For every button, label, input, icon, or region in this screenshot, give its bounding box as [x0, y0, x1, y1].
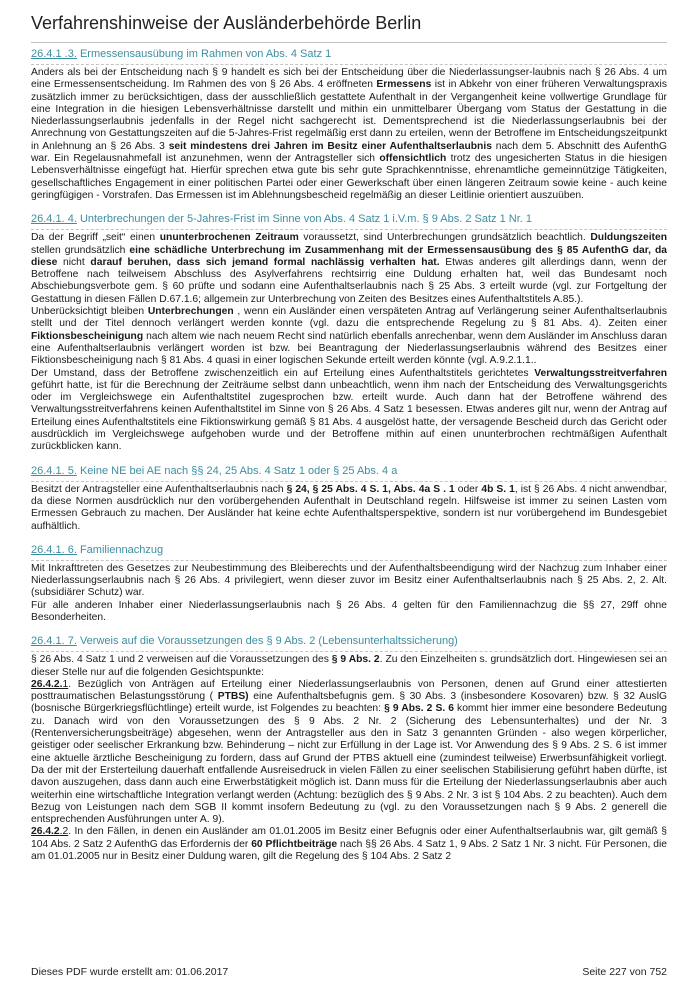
- section-title: Keine NE bei AE nach §§ 24, 25 Abs. 4 Satz 1 oder § 25 Abs. 4 a: [79, 464, 398, 477]
- text-run: stellen grundsätzlich: [31, 244, 130, 256]
- text-run: oder: [454, 483, 482, 495]
- text-run: Für alle anderen Inhaber einer Niederlassungserlaubnis nach § 26 Abs. 4 gelten für den Familiennachzug die §§ 27, 29ff ohne Besonderheiten.: [31, 599, 667, 623]
- page-footer: [31, 965, 667, 979]
- emphasis-text: ununterbrochenen Zeitraum: [159, 232, 299, 244]
- emphasis-text: PTBS): [217, 691, 249, 703]
- section-divider: [31, 560, 667, 561]
- sections-container: [31, 47, 667, 863]
- section-number: 26.4.1. 6.: [31, 543, 77, 556]
- text-run: nach altem wie nach neuem Recht sind natürlich ebenfalls anrechenbar, wenn dem Ausländer im Anschluss daran eine Aufenthaltserlaubnis verlängert worden ist bzw. bei Beantragung der Niederlassungserlaubnis während des Besitzes einer Fiktionsbescheinigung nach § 81 Abs. 4 quasi in einer logischen Sekunde erteilt werden könnte (vgl. A.9.2.1.1..: [31, 330, 667, 367]
- paragraph: [31, 306, 667, 367]
- text-run: Der Umstand, dass der Betroffene zwischenzeitlich ein auf Erteilung eines Aufenthaltstitels gerichtetes: [31, 367, 535, 379]
- text-run: Unberücksichtigt bleiben: [31, 306, 148, 318]
- text-run: Mit Inkrafttreten des Gesetzes zur Neubestimmung des Bleiberechts und der Aufenthaltsbeendigung wird der Nachzug zum Inhaber einer Niederlassungserlaubnis nach § 26 Abs. 4 privilegiert, wenn dieser zuvor im Besitz einer Aufenthaltserlaubnis nach § 25 Abs. 2, 2. Alt. (subsidiärer Schutz) war.: [31, 562, 667, 599]
- section-title: Ermessensausübung im Rahmen von Abs. 4 Satz 1: [79, 48, 332, 60]
- emphasis-text: 26.4.2: [31, 826, 60, 838]
- title-divider: [31, 42, 667, 43]
- section-number: 26.4.1. 7.: [31, 635, 77, 648]
- emphasis-text: 26.4.2.: [31, 678, 63, 690]
- emphasis-text: Unterbrechungen: [147, 306, 234, 318]
- paragraph: [31, 67, 667, 202]
- section-title: Familiennachzug: [79, 543, 164, 556]
- emphasis-text: § 9 Abs. 2 S. 6: [384, 703, 454, 715]
- paragraph: [31, 600, 667, 625]
- section-body: [31, 484, 667, 533]
- text-run: nicht: [57, 256, 91, 268]
- section-title: Unterbrechungen der 5-Jahres-Frist im Sinne von Abs. 4 Satz 1 i.V.m. § 9 Abs. 2 Satz 1 Nr. 1: [79, 213, 532, 226]
- section-number: 26.4.1 .3.: [31, 48, 77, 60]
- section-heading: [31, 634, 667, 648]
- text-run: Etwas anderes gilt allerdings dann, wenn der Betroffene nach teilweisem Abschluss des Asylverfahrens rechtsirrig eine Duldung erhalten hat, weil das Bundesamt noch Abschiebungsverbote gem. § 60 prüfte und sodann eine Aufenthaltserlaubnis nach § 25 Abs. 3 erteilt wurde (vgl. zur Fortgeltung der Gestattung in diesen Fällen D.67.1.6; allgemein zur Unterbrechung von Zeiten des Besitzes eines Aufenthaltstitels A.85.).: [31, 256, 667, 305]
- text-run: , ist § 26 Abs. 4 nicht anwendbar, da diese Normen ausdrücklich nur den vorübergehenden Aufenthalt in Deutschland regeln. Hilfsweise ist immer zu seinen Lasten vom Ermessen Gebrauch zu machen. Der Ausländer hat keine echte Aufenthaltsperspektive, sondern ist nur vorübergehend im Bundesgebiet aufhältlich.: [31, 483, 667, 532]
- section-heading: [31, 543, 667, 557]
- text-run: trotz des ungesicherten Status in die hiesigen Lebensverhältnisse eingefügt hat. Hierfür sprechen etwa gute bis sehr gute Sprachkenntnisse, ehrenamtliche gemeinnützige Tätigkeiten, gesellschaftliches Engagement in einer politischen Partei oder einer Gewerkschaft über einen längeren Zeitraum sowie keine - auch keine geringfügigen - Vorstrafen. Das Ermessen ist im Ablehnungsbescheid regelmäßig an dieser Leitlinie orientiert auszuüben.: [31, 153, 667, 201]
- section-body: [31, 67, 667, 202]
- section-divider: [31, 229, 667, 230]
- section-gap: [31, 624, 667, 630]
- section-number: 26.4.1. 5.: [31, 464, 77, 477]
- text-run: voraussetzt, sind Unterbrechungen grundsätzlich beachtlich.: [298, 232, 591, 244]
- section-gap: [31, 454, 667, 460]
- paragraph: [31, 654, 667, 679]
- emphasis-text: darauf beruhen, dass sich jemand formal nachlässig verhalten hat.: [90, 256, 440, 268]
- emphasis-text: Duldungszeiten: [590, 232, 667, 244]
- emphasis-text: 4b S. 1: [481, 483, 515, 495]
- section-heading: [31, 212, 667, 226]
- text-run: . Zu den Einzelheiten s. grundsätzlich dort. Hingewiesen sei an dieser Stelle nur auf die folgenden Gesichtspunkte:: [31, 654, 667, 678]
- section-divider: [31, 64, 667, 65]
- paragraph: [31, 563, 667, 600]
- section-title: Verweis auf die Voraussetzungen des § 9 Abs. 2 (Lebensunterhaltssicherung): [79, 635, 458, 648]
- section-number: 26.4.1. 4.: [31, 213, 77, 226]
- section-heading: [31, 464, 667, 478]
- section-divider: [31, 651, 667, 652]
- text-run: Da der Begriff „seit“ einen: [31, 232, 160, 244]
- section-body: [31, 654, 667, 863]
- text-run: kommt hier immer eine besondere Bedeutung zu. Danach wird von den Voraussetzungen des § 9 Abs. 2 Nr. 2 (Sicherung des Lebensunterhaltes) und der Nr. 3 (Rentenversicherungsbeiträge) abgesehen, wenn der Antragsteller aus den in Satz 3 genannten Gründen - also wegen körperlicher, geistiger oder seelischer Erkrankung bzw. Behinderung – nicht zur Erfüllung in der Lage ist. Vor Anwendung des § 9 Abs. 2 S. 6 ist immer eine aktuelle ärztliche Bescheinigung zu fordern, dass auf Grund der PTBS aktuell eine (zumindest teilweise) Erwerbsunfähigkeit vorliegt. Da der mit der Ersterteilung dauerhaft entfallende Ausreisedruck in vielen Fällen zu einer seelischen Stabilisierung geführt haben dürfte, ist davon auszugehen, dass dann auch eine Erwerbstätigkeit möglich ist. Dann muss für die Erteilung der Niederlassungserlaubnis aber auch weiterhin eine wirtschaftliche Integration verlangt werden (Achtung: bezüglich des § 9 Abs. 2 Nr. 3 ist § 104 Abs. 2 zu beachten). Auch dem Bezug von Leistungen nach dem SGB II kommt insofern Bedeutung zu (vgl. zu den Voraussetzungen nach § 9 Abs. 2 generell die entsprechenden Ausführungen unter A. 9).: [31, 703, 667, 826]
- text-run: 1: [62, 678, 69, 690]
- page-title: Verfahrenshinweise der Ausländerbehörde Berlin: [31, 13, 422, 33]
- text-run: § 26 Abs. 4 Satz 1 und 2 verweisen auf die Voraussetzungen des: [31, 654, 332, 666]
- text-run: Anders als bei der Entscheidung nach § 9 handelt es sich bei der Entscheidung über die Niederlassungser-laubnis nach § 26 Abs. 4 um eine Ermessensentscheidung. Im Rahmen des von § 26 Abs. 4 eröffneten: [31, 67, 667, 91]
- paragraph: [31, 368, 667, 454]
- text-run: nach §§ 26 Abs. 4 Satz 1, 9 Abs. 2 Satz 1 Nr. 3 nicht. Für Personen, die am 01.01.2005 nur in Besitz einer Duldung waren, gilt die Regelung des § 104 Abs. 2 Satz 2: [31, 838, 668, 863]
- section-divider: [31, 481, 667, 482]
- emphasis-text: Fiktionsbescheinigung: [31, 330, 144, 342]
- text-run: , wenn ein Ausländer einen verspäteten Antrag auf Verlängerung seiner Aufenthaltserlaubnis stellt und der Titel dennoch verlängert werden konnte (vgl. dazu die entsprechende Regelung zu § 81 Abs. 4). Zeiten einer: [31, 306, 667, 330]
- emphasis-text: § 9 Abs. 2: [331, 654, 380, 666]
- text-run: .2: [59, 826, 69, 838]
- section-gap: [31, 533, 667, 539]
- emphasis-text: eine schädliche Unterbrechung im Zusammenhang mit der Ermessensausübung des § 85 AufenthG dar, da diese: [31, 244, 668, 268]
- text-run: . Bezüglich von Anträgen auf Erteilung einer Niederlassungserlaubnis von Personen, denen auf Grund einer attestierten posttraumatischen Belastungsstörung (: [31, 678, 667, 703]
- section-heading: [31, 47, 667, 61]
- paragraph: [31, 679, 667, 827]
- footer-page-number: Seite 227 von 752: [582, 966, 667, 978]
- text-run: geführt hatte, ist für die Berechnung der Zeiträume selbst dann unbeachtlich, wenn ihm nach der Entscheidung des Verwaltungsgerichts oder im Vergleichswege ein Aufenthaltstitel zugesprochen bzw. erteilt wurde. Auch dann hat der Betroffene während des Verwaltungsstreitverfahrens keinen Aufenthaltstitel im Sinne von § 26 Abs. 4 Satz 1 besessen. Etwas anderes gilt nur, wenn der Antrag auf Erteilung eines Aufenthaltstitels eine Fiktionswirkung gemäß § 81 Abs. 4 ausgelöst hatte, der versagende Bescheid durch das Gericht oder ausdrücklich im Vergleichswege aufgehoben wurde und der Betroffene mithin auf einen ununterbrochen rechtmäßigen Aufenthalt zurückblicken kann.: [31, 379, 667, 453]
- section-body: [31, 563, 667, 624]
- emphasis-text: Verwaltungsstreitverfahren: [534, 367, 667, 379]
- footer-created-date: Dieses PDF wurde erstellt am: 01.06.2017: [31, 966, 229, 978]
- emphasis-text: offensichtlich: [379, 153, 447, 165]
- paragraph: [31, 484, 667, 533]
- section-body: [31, 232, 667, 453]
- emphasis-text: Ermessens: [376, 79, 432, 91]
- paragraph: [31, 232, 667, 306]
- paragraph: [31, 826, 667, 863]
- document-page: [31, 0, 667, 863]
- emphasis-text: § 24, § 25 Abs. 4 S. 1, Abs. 4a S . 1: [286, 483, 455, 495]
- emphasis-text: seit mindestens drei Jahren im Besitz einer Aufenthaltserlaubnis: [168, 140, 492, 152]
- emphasis-text: 60 Pflichtbeiträge: [251, 838, 338, 850]
- text-run: eine Aufenthaltsbefugnis gem. § 30 Abs. 3 (insbesondere Kosovaren) bzw. § 32 AuslG (bosnische Bürgerkriegsflüchtlinge) erteilt wurde, ist Folgendes zu beachten:: [31, 691, 668, 715]
- text-run: nach dem 5. Abschnitt des AufenthG war. Ein Regelausnahmefall ist anzunehmen, wenn der Antragsteller sich: [31, 140, 668, 165]
- text-run: Besitzt der Antragsteller eine Aufenthaltserlaubnis nach: [31, 483, 287, 495]
- text-run: . In den Fällen, in denen ein Ausländer am 01.01.2005 im Besitz einer Befugnis oder einer Aufenthaltserlaubnis war, gilt gemäß § 104 Abs. 2 Satz 2 AufenthG das Erfordernis der: [31, 826, 667, 850]
- section-gap: [31, 202, 667, 208]
- text-run: ist in Abkehr von einer früheren Verwaltungspraxis zusätzlich immer zu berücksichtigen, dass der ausschließlich gestattete Aufenthalt in der Vergangenheit keine vollwertige Grundlage für eine Integration in die hiesigen Lebensverhältnisse darstellt und mithin ein unmittelbarer Übergang vom Status der Gestattung in die Niederlassungserlaubnis jedenfalls in der Regel nicht sachgerecht ist. Dementsprechend ist die Niederlassungserlaubnis bei der Anrechnung von Gestattungszeiten auf die 5-Jahres-Frist regelmäßig erst dann zu erteilen, wenn der Betroffene im Entscheidungszeitpunkt in Anlehnung an § 26 Abs. 3: [31, 79, 667, 152]
